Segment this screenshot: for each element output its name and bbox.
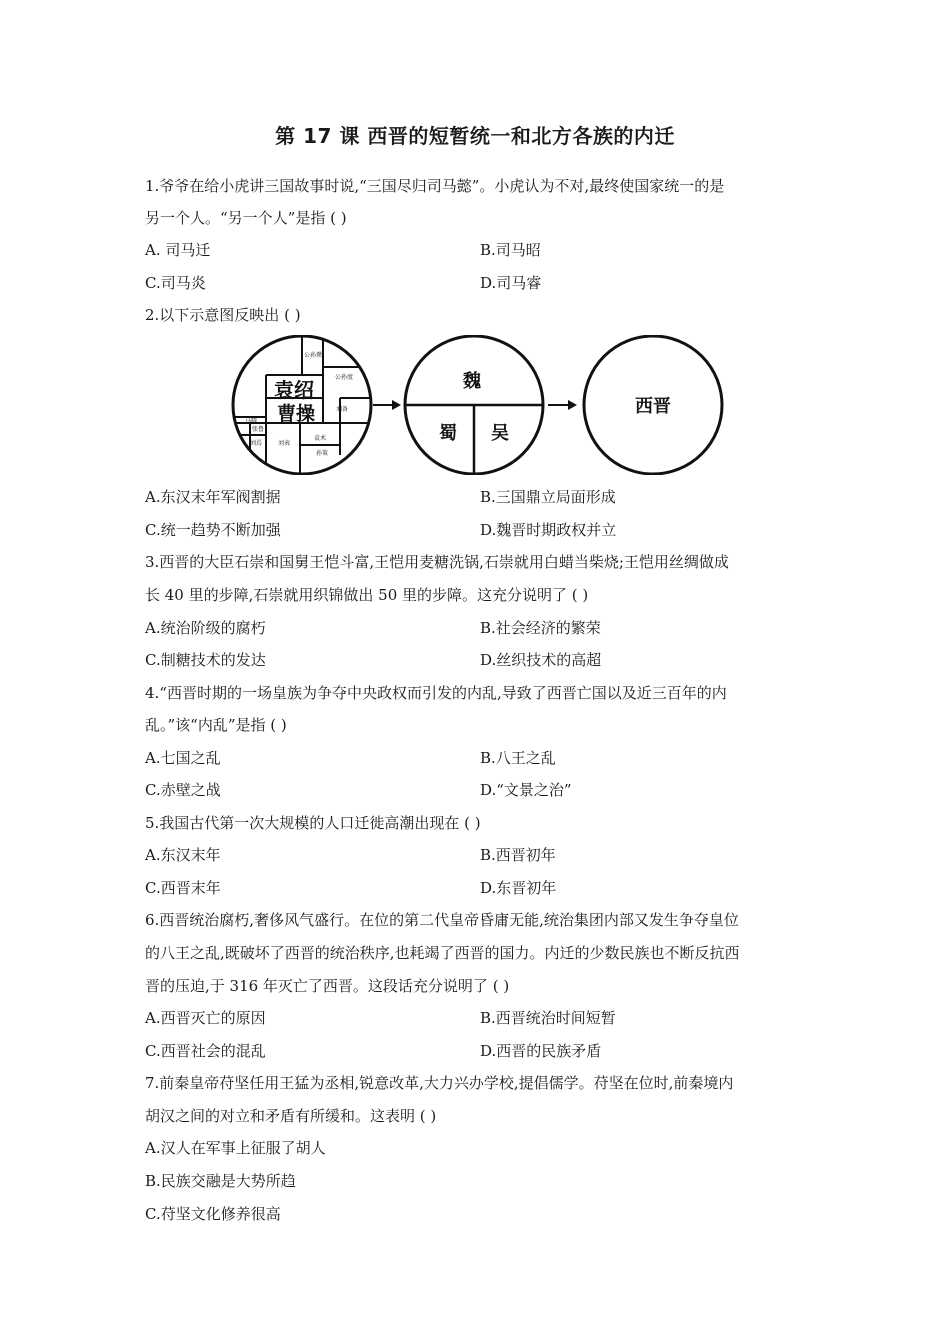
q7-option-c[interactable]: C.苻坚文化修养很高 (145, 1205, 281, 1223)
warlord-label: 袁绍 (274, 378, 314, 402)
q1-option-a[interactable]: A. 司马迁 (145, 241, 211, 259)
warlord-label-small: 马腾 (244, 418, 258, 425)
warlord-label-small: 袁术 (313, 435, 327, 442)
q3-stem-line-1: 3.西晋的大臣石崇和国舅王恺斗富,王恺用麦糖洗锅,石崇就用白蜡当柴烧;王恺用丝绸做成 (145, 553, 729, 571)
kingdom-shu: 蜀 (439, 423, 457, 444)
q5-option-b[interactable]: B.西晋初年 (480, 846, 556, 864)
q6-option-b[interactable]: B.西晋统治时间短暂 (480, 1009, 616, 1027)
kingdom-wu: 吴 (491, 423, 509, 444)
q3-option-b[interactable]: B.社会经济的繁荣 (480, 619, 601, 637)
q5-option-a[interactable]: A.东汉末年 (145, 846, 221, 864)
warlord-label-small: 刘焉 (249, 440, 263, 447)
q7-stem-line-1: 7.前秦皇帝苻坚任用王猛为丞相,锐意改革,大力兴办学校,提倡儒学。苻坚在位时,前秦境内 (145, 1074, 734, 1092)
q3-option-d[interactable]: D.丝织技术的高超 (480, 651, 602, 669)
kingdom-wei: 魏 (463, 371, 481, 392)
q3-option-a[interactable]: A.统治阶级的腐朽 (145, 619, 266, 637)
warlord-label-small: 刘备 (335, 406, 349, 413)
q2-option-d[interactable]: D.魏晋时期政权并立 (480, 521, 617, 539)
q3-stem-line-2: 长 40 里的步障,石崇就用织锦做出 50 里的步障。这充分说明了 ( ) (145, 586, 589, 604)
q5-option-d[interactable]: D.东晋初年 (480, 879, 557, 897)
q5-option-c[interactable]: C.西晋末年 (145, 879, 221, 897)
arrow-head (568, 400, 577, 410)
q6-stem-line-3: 晋的压迫,于 316 年灭亡了西晋。这段话充分说明了 ( ) (145, 977, 510, 995)
warlord-label-small: 刘表 (277, 440, 291, 447)
arrow-head (392, 400, 401, 410)
warlord-label-small: 张鲁 (251, 426, 265, 433)
q4-option-d[interactable]: D.“文景之治” (480, 781, 572, 799)
q1-option-b[interactable]: B.司马昭 (480, 241, 541, 259)
q6-stem-line-2: 的八王之乱,既破坏了西晋的统治秩序,也耗竭了西晋的国力。内迁的少数民族也不断反抗西 (145, 944, 740, 962)
history-diagram (0, 335, 950, 475)
q7-option-a[interactable]: A.汉人在军事上征服了胡人 (145, 1139, 326, 1157)
warlord-label-small: 公孙瓒 (303, 352, 323, 359)
q1-stem-line-2: 另一个人。“另一个人”是指 ( ) (145, 209, 347, 227)
western-jin-label: 西晋 (635, 396, 671, 417)
page-title: 第 17 课 西晋的短暂统一和北方各族的内迁 (275, 124, 675, 148)
q2-stem-line-1: 2.以下示意图反映出 ( ) (145, 306, 301, 324)
q1-option-d[interactable]: D.司马睿 (480, 274, 542, 292)
q1-option-c[interactable]: C.司马炎 (145, 274, 206, 292)
q4-stem-line-2: 乱。”该“内乱”是指 ( ) (145, 716, 287, 734)
q7-stem-line-2: 胡汉之间的对立和矛盾有所缓和。这表明 ( ) (145, 1107, 437, 1125)
q4-stem-line-1: 4.“西晋时期的一场皇族为争夺中央政权而引发的内乱,导致了西晋亡国以及近三百年的内 (145, 684, 727, 702)
warlord-label-small: 公孙度 (334, 374, 354, 381)
q6-option-a[interactable]: A.西晋灭亡的原因 (145, 1009, 266, 1027)
q2-option-a[interactable]: A.东汉末年军阀割据 (145, 488, 281, 506)
q7-option-b[interactable]: B.民族交融是大势所趋 (145, 1172, 296, 1190)
q4-option-b[interactable]: B.八王之乱 (480, 749, 556, 767)
q4-option-a[interactable]: A.七国之乱 (145, 749, 221, 767)
q2-option-b[interactable]: B.三国鼎立局面形成 (480, 488, 616, 506)
q2-option-c[interactable]: C.统一趋势不断加强 (145, 521, 281, 539)
q6-option-c[interactable]: C.西晋社会的混乱 (145, 1042, 266, 1060)
q4-option-c[interactable]: C.赤壁之战 (145, 781, 221, 799)
q6-option-d[interactable]: D.西晋的民族矛盾 (480, 1042, 602, 1060)
warlord-label: 曹操 (276, 403, 316, 425)
q5-stem-line-1: 5.我国古代第一次大规模的人口迁徙高潮出现在 ( ) (145, 814, 481, 832)
q3-option-c[interactable]: C.制糖技术的发达 (145, 651, 266, 669)
warlord-label-small: 孙策 (315, 450, 329, 457)
q6-stem-line-1: 6.西晋统治腐朽,奢侈风气盛行。在位的第二代皇帝昏庸无能,统治集团内部又发生争夺皇位 (145, 911, 739, 929)
q1-stem-line-1: 1.爷爷在给小虎讲三国故事时说,“三国尽归司马懿”。小虎认为不对,最终使国家统一的是 (145, 177, 725, 195)
